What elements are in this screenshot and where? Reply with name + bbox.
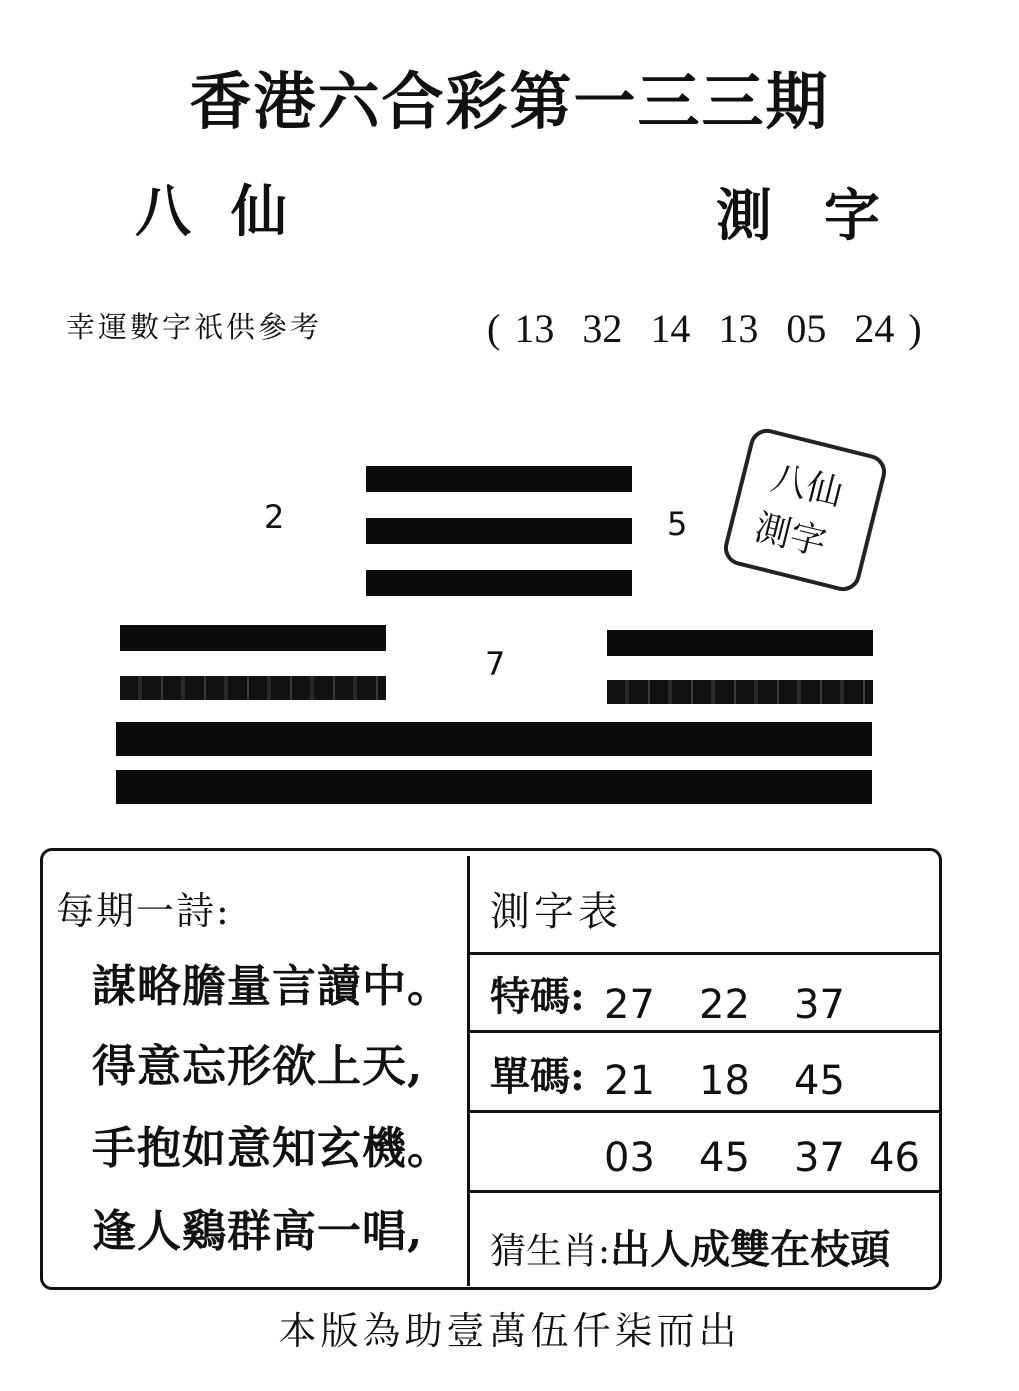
footer-note: 本版為助壹萬伍仟柒而出 <box>278 1309 741 1353</box>
poem-heading: 每期一詩: <box>56 889 231 933</box>
subtitle-left: 八仙 <box>135 179 327 245</box>
lucky-number: 24 <box>854 306 895 351</box>
seal-stamp <box>720 425 890 595</box>
special-number: 22 <box>699 982 750 1028</box>
lucky-number: 13 <box>718 306 759 351</box>
hexagram-top-bar-2 <box>366 518 632 544</box>
hexagram-top-bar-1 <box>366 466 632 492</box>
hexagram-left-bar-1 <box>120 625 386 651</box>
special-numbers <box>604 982 889 1028</box>
extra-number: 37 <box>794 1135 845 1181</box>
poem-line: 謀略膽量言讀中。 <box>92 961 452 1012</box>
lucky-open-paren: ( <box>487 306 501 351</box>
lucky-close-paren: ) <box>908 306 922 351</box>
single-number: 18 <box>699 1058 750 1104</box>
hexagram-number-left: 2 <box>264 498 285 536</box>
single-number: 45 <box>794 1058 845 1104</box>
column-divider <box>467 856 470 1286</box>
extra-number: 46 <box>869 1135 920 1181</box>
hexagram-full-bar-2 <box>116 770 872 804</box>
lucky-number: 32 <box>582 306 623 351</box>
poem-line: 得意忘形欲上天, <box>92 1041 424 1092</box>
page-title: 香港六合彩第一三三期 <box>189 65 830 138</box>
lucky-number: 14 <box>650 306 691 351</box>
lucky-numbers <box>487 305 922 352</box>
single-number: 21 <box>604 1058 655 1104</box>
table-divider-2 <box>470 1030 940 1033</box>
hexagram-right-bar-1 <box>607 630 873 656</box>
special-number: 27 <box>604 982 655 1028</box>
lucky-number: 05 <box>786 306 827 351</box>
extra-number: 03 <box>604 1135 655 1181</box>
hexagram-right-bar-2 <box>607 680 873 704</box>
hexagram-top-bar-3 <box>366 570 632 596</box>
lucky-number: 13 <box>514 306 555 351</box>
zodiac-guess-label: 猜生肖: <box>490 1231 611 1272</box>
table-divider-1 <box>470 952 940 955</box>
hexagram-left-bar-2 <box>120 676 386 700</box>
hexagram-number-center: 7 <box>485 645 506 683</box>
single-numbers <box>604 1058 889 1104</box>
extra-numbers <box>604 1135 964 1181</box>
stamp-line-2: 測字 <box>750 507 831 565</box>
zodiac-guess <box>490 1218 890 1275</box>
single-number-label: 單碼: <box>490 1053 585 1100</box>
lucky-numbers-label: 幸運數字祇供參考 <box>66 310 323 344</box>
zodiac-guess-answer: 出人成雙在枝頭 <box>610 1226 891 1273</box>
table-divider-3 <box>470 1110 940 1113</box>
special-number: 37 <box>794 982 845 1028</box>
poem-line: 逢人鷄群高一唱, <box>92 1206 424 1257</box>
subtitle-right: 測字 <box>716 183 932 249</box>
hexagram-number-right: 5 <box>667 505 688 543</box>
table-title: 測字表 <box>490 889 622 935</box>
hexagram-full-bar-1 <box>116 722 872 756</box>
poem-line: 手抱如意知玄機。 <box>92 1123 452 1174</box>
stamp-line-1: 八仙 <box>766 457 847 515</box>
extra-number: 45 <box>699 1135 750 1181</box>
table-divider-4 <box>470 1190 940 1193</box>
special-number-label: 特碼: <box>490 973 585 1020</box>
